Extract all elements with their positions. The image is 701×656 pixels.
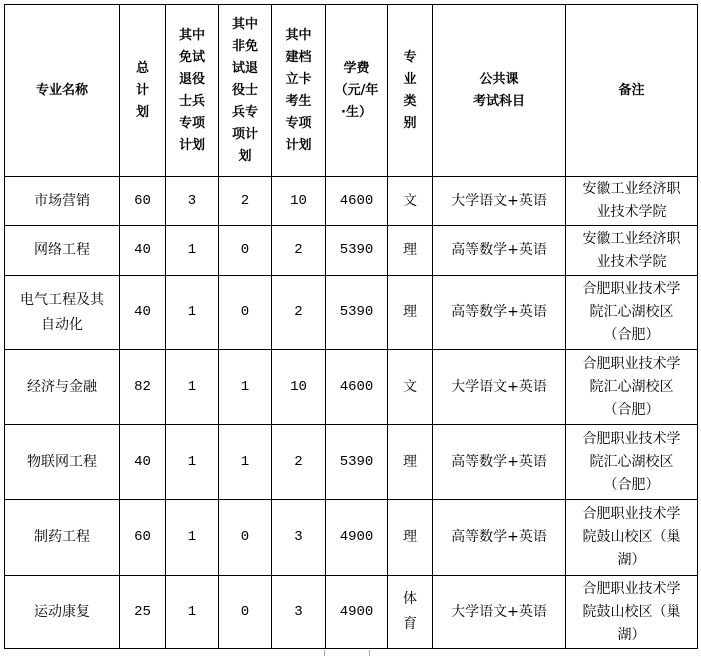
major-type-cell: 体育: [388, 576, 433, 649]
tuition-cell: 4600: [326, 350, 388, 425]
nonexempt-veteran-plan-cell: 0: [219, 226, 272, 276]
poverty-plan-cell: 2: [272, 276, 326, 350]
major-type-cell: 理: [388, 226, 433, 276]
major-name-cell: 电气工程及其自动化: [5, 276, 120, 350]
total-plan-cell: 40: [120, 226, 166, 276]
major-name-cell: 制药工程: [5, 500, 120, 576]
exempt-veteran-plan-cell: 1: [166, 226, 219, 276]
nonexempt-veteran-plan-cell: 0: [219, 576, 272, 649]
table-row: [5, 226, 698, 276]
header-major-name: 专业名称: [5, 5, 120, 177]
exam-subjects-cell: 高等数学+英语: [433, 500, 566, 576]
major-type-cell: 理: [388, 425, 433, 500]
poverty-plan-cell: 2: [272, 425, 326, 500]
nonexempt-veteran-plan-cell: 2: [219, 177, 272, 226]
enrollment-plan-table: [4, 4, 698, 649]
exam-subjects-cell: 高等数学+英语: [433, 425, 566, 500]
major-name-cell: 市场营销: [5, 177, 120, 226]
tuition-cell: 4900: [326, 576, 388, 649]
exempt-veteran-plan-cell: 1: [166, 425, 219, 500]
poverty-plan-cell: 2: [272, 226, 326, 276]
nonexempt-veteran-plan-cell: 1: [219, 425, 272, 500]
remarks-cell: 合肥职业技术学院汇心湖校区（合肥）: [566, 425, 698, 500]
exam-subjects-cell: 大学语文+英语: [433, 350, 566, 425]
major-type-cell: 文: [388, 350, 433, 425]
table-row: [5, 350, 698, 425]
table-row: [5, 500, 698, 576]
nonexempt-veteran-plan-cell: 1: [219, 350, 272, 425]
remarks-cell: 安徽工业经济职业技术学院: [566, 226, 698, 276]
exam-subjects-cell: 大学语文+英语: [433, 177, 566, 226]
table-row: [5, 425, 698, 500]
header-nonexempt-veteran-plan: 其中非免试退役士兵专项计划: [231, 16, 258, 164]
remarks-cell: 安徽工业经济职业技术学院: [566, 177, 698, 226]
poverty-plan-cell: 3: [272, 500, 326, 576]
remarks-cell: 合肥职业技术学院汇心湖校区（合肥）: [566, 276, 698, 350]
header-tuition: 学费（元/年·生）: [334, 60, 379, 120]
table-row: [5, 177, 698, 226]
total-plan-cell: 82: [120, 350, 166, 425]
tuition-cell: 5390: [326, 276, 388, 350]
header-total-plan: 总计划: [135, 60, 149, 120]
remarks-cell: 合肥职业技术学院鼓山校区（巢湖）: [566, 576, 698, 649]
header-row: [5, 5, 698, 177]
nonexempt-veteran-plan-cell: 0: [219, 276, 272, 350]
tuition-cell: 4900: [326, 500, 388, 576]
exempt-veteran-plan-cell: 1: [166, 576, 219, 649]
header-exempt-veteran-plan: 其中免试退役士兵专项计划: [178, 27, 205, 153]
page-edge-marks: [324, 650, 370, 656]
exempt-veteran-plan-cell: 3: [166, 177, 219, 226]
total-plan-cell: 25: [120, 576, 166, 649]
exempt-veteran-plan-cell: 1: [166, 276, 219, 350]
major-name-cell: 物联网工程: [5, 425, 120, 500]
tuition-cell: 5390: [326, 226, 388, 276]
major-name-cell: 运动康复: [5, 576, 120, 649]
total-plan-cell: 60: [120, 177, 166, 226]
poverty-plan-cell: 10: [272, 177, 326, 226]
remarks-cell: 合肥职业技术学院汇心湖校区（合肥）: [566, 350, 698, 425]
total-plan-cell: 40: [120, 276, 166, 350]
major-type-cell: 文: [388, 177, 433, 226]
exam-subjects-cell: 高等数学+英语: [433, 276, 566, 350]
major-type-cell: 理: [388, 500, 433, 576]
poverty-plan-cell: 10: [272, 350, 326, 425]
exempt-veteran-plan-cell: 1: [166, 350, 219, 425]
exam-subjects-cell: 大学语文+英语: [433, 576, 566, 649]
tuition-cell: 4600: [326, 177, 388, 226]
table-row: [5, 276, 698, 350]
header-poverty-plan: 其中建档立卡考生专项计划: [285, 27, 312, 153]
total-plan-cell: 40: [120, 425, 166, 500]
header-remarks: 备注: [566, 5, 698, 177]
nonexempt-veteran-plan-cell: 0: [219, 500, 272, 576]
total-plan-cell: 60: [120, 500, 166, 576]
header-exam-subjects: 公共课 考试科目: [433, 5, 566, 177]
table-row: [5, 576, 698, 649]
major-name-cell: 网络工程: [5, 226, 120, 276]
major-name-cell: 经济与金融: [5, 350, 120, 425]
header-major-type: 专业类别: [403, 49, 417, 131]
exempt-veteran-plan-cell: 1: [166, 500, 219, 576]
tuition-cell: 5390: [326, 425, 388, 500]
poverty-plan-cell: 3: [272, 576, 326, 649]
remarks-cell: 合肥职业技术学院鼓山校区（巢湖）: [566, 500, 698, 576]
major-type-cell: 理: [388, 276, 433, 350]
exam-subjects-cell: 高等数学+英语: [433, 226, 566, 276]
